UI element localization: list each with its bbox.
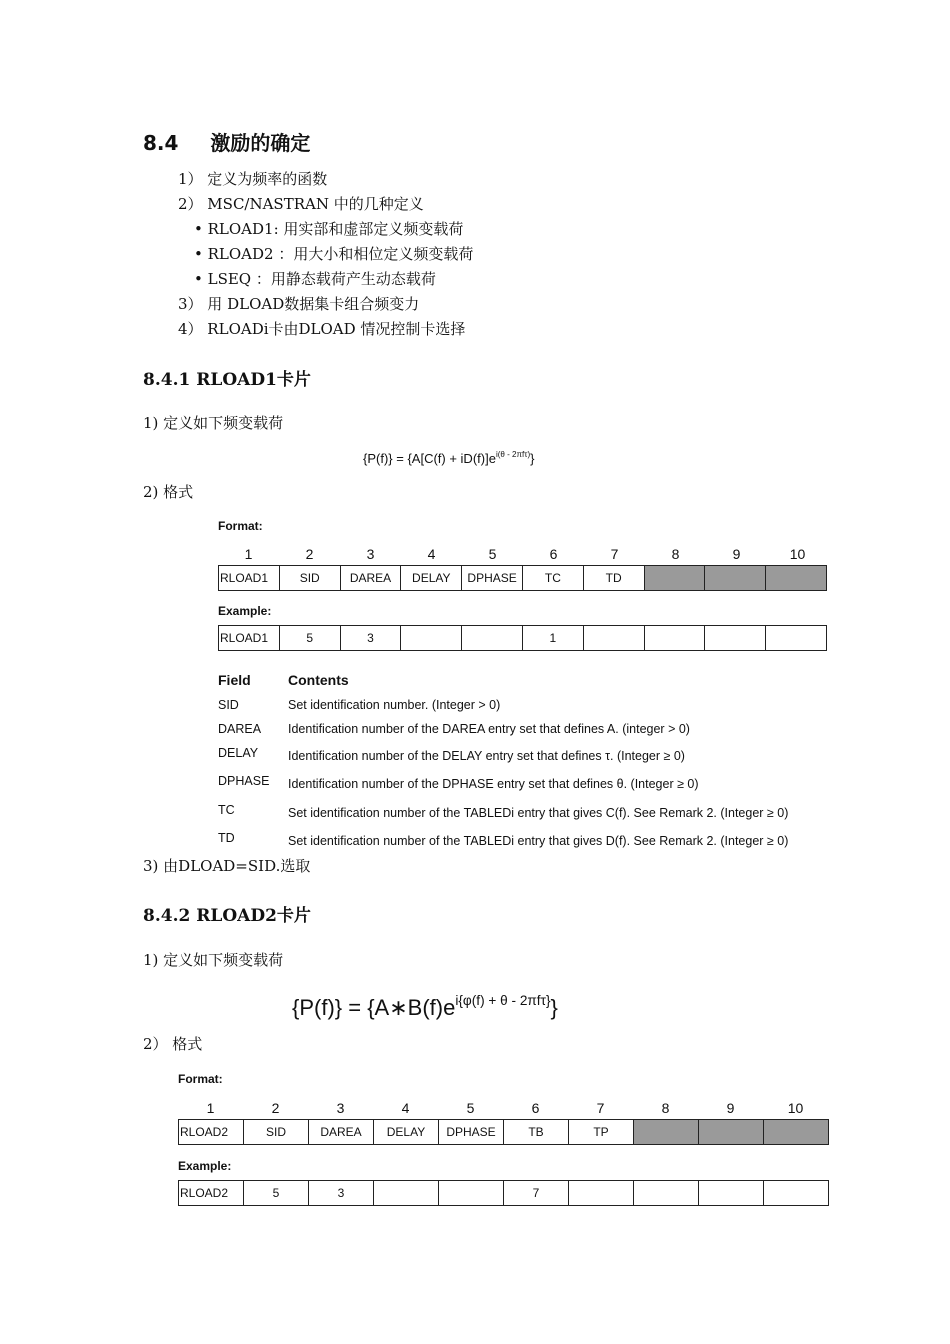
table-cell <box>462 626 523 651</box>
field-desc: Set identification number of the TABLEDi entry that gives D(f). See Remark 2. (Integer ≥ 0) <box>288 834 789 848</box>
table-cell <box>569 1181 634 1206</box>
table-cell-shaded <box>705 566 766 591</box>
field-name: DAREA <box>218 722 262 736</box>
table-cell <box>374 1181 439 1206</box>
column-number: 2 <box>305 546 314 562</box>
table-cell: DAREA <box>340 566 401 591</box>
field-name: DPHASE <box>218 774 270 788</box>
table-cell: RLOAD1 <box>219 566 280 591</box>
table-cell <box>766 626 827 651</box>
table-cell: DPHASE <box>462 566 523 591</box>
field-name: TD <box>218 831 235 845</box>
format-label: Format: <box>178 1072 223 1086</box>
column-number: 8 <box>661 1100 670 1116</box>
equation-close: } <box>550 995 558 1021</box>
field-desc: Identification number of the DPHASE entry set that defines θ. (Integer ≥ 0) <box>288 777 699 791</box>
column-number: 5 <box>488 546 497 562</box>
table-cell: TC <box>522 566 583 591</box>
table-cell: 3 <box>309 1181 374 1206</box>
section-title: 激励的确定 <box>210 131 311 155</box>
section-number: 8.4 <box>143 131 179 155</box>
table-cell: TD <box>583 566 644 591</box>
subsection-heading-rload1: 8.4.1 RLOAD1卡片 <box>143 370 311 390</box>
table-cell: RLOAD1 <box>219 626 280 651</box>
field-name: TC <box>218 803 235 817</box>
table-cell-shaded <box>644 566 705 591</box>
list-item: • RLOAD1: 用实部和虚部定义频变载荷 <box>194 220 464 238</box>
subsection-heading-rload2: 8.4.2 RLOAD2卡片 <box>143 906 311 926</box>
table-cell-shaded <box>634 1120 699 1145</box>
column-number: 7 <box>610 546 619 562</box>
column-number: 6 <box>531 1100 540 1116</box>
table-cell <box>401 626 462 651</box>
table-cell <box>634 1181 699 1206</box>
table-cell: DELAY <box>374 1120 439 1145</box>
table-cell: RLOAD2 <box>179 1181 244 1206</box>
column-number: 9 <box>732 546 741 562</box>
format-label: Format: <box>218 519 263 533</box>
field-name: SID <box>218 698 239 712</box>
table-cell: TB <box>504 1120 569 1145</box>
table-cell: SID <box>244 1120 309 1145</box>
table-cell: 3 <box>340 626 401 651</box>
equation-exponent: i{φ(f) + θ - 2πfτ} <box>455 993 551 1008</box>
step-text: 1) 定义如下频变载荷 <box>143 951 284 969</box>
list-item: 1） 定义为频率的函数 <box>178 170 328 188</box>
equation-main: {P(f)} = {A∗B(f)e <box>292 995 456 1021</box>
column-number: 6 <box>549 546 558 562</box>
equation-rload1 <box>363 450 535 466</box>
list-item: 3） 用 DLOAD数据集卡组合频变力 <box>178 295 420 313</box>
list-item: 2） MSC/NASTRAN 中的几种定义 <box>178 195 424 213</box>
table-cell: DELAY <box>401 566 462 591</box>
column-numbers <box>178 1100 829 1118</box>
column-number: 4 <box>427 546 436 562</box>
table-cell-shaded <box>699 1120 764 1145</box>
field-desc: Identification number of the DAREA entry set that defines A. (integer > 0) <box>288 722 690 736</box>
equation-close: } <box>530 451 535 467</box>
column-number: 10 <box>787 1100 804 1116</box>
step-text: 2) 格式 <box>143 483 194 501</box>
table-cell <box>644 626 705 651</box>
column-number: 10 <box>789 546 806 562</box>
equation-exponent: i(θ - 2πfτ) <box>495 450 531 459</box>
table-cell: DAREA <box>309 1120 374 1145</box>
equation-main: {P(f)} = {A[C(f) + iD(f)]e <box>363 451 496 467</box>
table-cell: SID <box>279 566 340 591</box>
example-table-rload1 <box>218 625 827 651</box>
table-row <box>219 566 827 591</box>
column-number: 1 <box>206 1100 215 1116</box>
example-table-rload2 <box>178 1180 829 1206</box>
table-cell <box>764 1181 829 1206</box>
field-desc: Identification number of the DELAY entry set that defines τ. (Integer ≥ 0) <box>288 749 685 763</box>
table-row <box>219 626 827 651</box>
field-desc: Set identification number of the TABLEDi entry that gives C(f). See Remark 2. (Integer ≥ 0) <box>288 806 789 820</box>
format-table-rload1 <box>218 565 827 591</box>
table-cell: DPHASE <box>439 1120 504 1145</box>
column-number: 9 <box>726 1100 735 1116</box>
table-row <box>179 1120 829 1145</box>
step-text: 2） 格式 <box>143 1035 203 1053</box>
column-number: 1 <box>244 546 253 562</box>
list-item: • RLOAD2 ：用大小和相位定义频变载荷 <box>194 245 474 263</box>
column-numbers <box>218 546 827 564</box>
column-number: 4 <box>401 1100 410 1116</box>
field-header: Field <box>218 672 251 688</box>
table-cell: TP <box>569 1120 634 1145</box>
table-cell <box>439 1181 504 1206</box>
table-cell: 1 <box>522 626 583 651</box>
step-text: 1) 定义如下频变载荷 <box>143 414 284 432</box>
contents-header: Contents <box>288 672 349 688</box>
table-cell: 5 <box>279 626 340 651</box>
table-cell <box>699 1181 764 1206</box>
table-cell-shaded <box>766 566 827 591</box>
table-cell: RLOAD2 <box>179 1120 244 1145</box>
table-cell-shaded <box>764 1120 829 1145</box>
table-row <box>179 1181 829 1206</box>
equation-rload2 <box>292 993 558 1021</box>
column-number: 8 <box>671 546 680 562</box>
example-label: Example: <box>218 604 272 618</box>
step-text: 3) 由DLOAD=SID.选取 <box>143 857 311 875</box>
column-number: 2 <box>271 1100 280 1116</box>
section-heading <box>143 127 310 156</box>
example-label: Example: <box>178 1159 232 1173</box>
field-desc: Set identification number. (Integer > 0) <box>288 698 501 712</box>
column-number: 7 <box>596 1100 605 1116</box>
format-table-rload2 <box>178 1119 829 1145</box>
table-cell: 7 <box>504 1181 569 1206</box>
column-number: 5 <box>466 1100 475 1116</box>
column-number: 3 <box>366 546 375 562</box>
table-cell <box>583 626 644 651</box>
list-item: 4） RLOADi卡由DLOAD 情况控制卡选择 <box>178 320 466 338</box>
table-cell <box>705 626 766 651</box>
table-cell: 5 <box>244 1181 309 1206</box>
field-name: DELAY <box>218 746 259 760</box>
list-item: • LSEQ ：用静态载荷产生动态载荷 <box>194 270 436 288</box>
column-number: 3 <box>336 1100 345 1116</box>
